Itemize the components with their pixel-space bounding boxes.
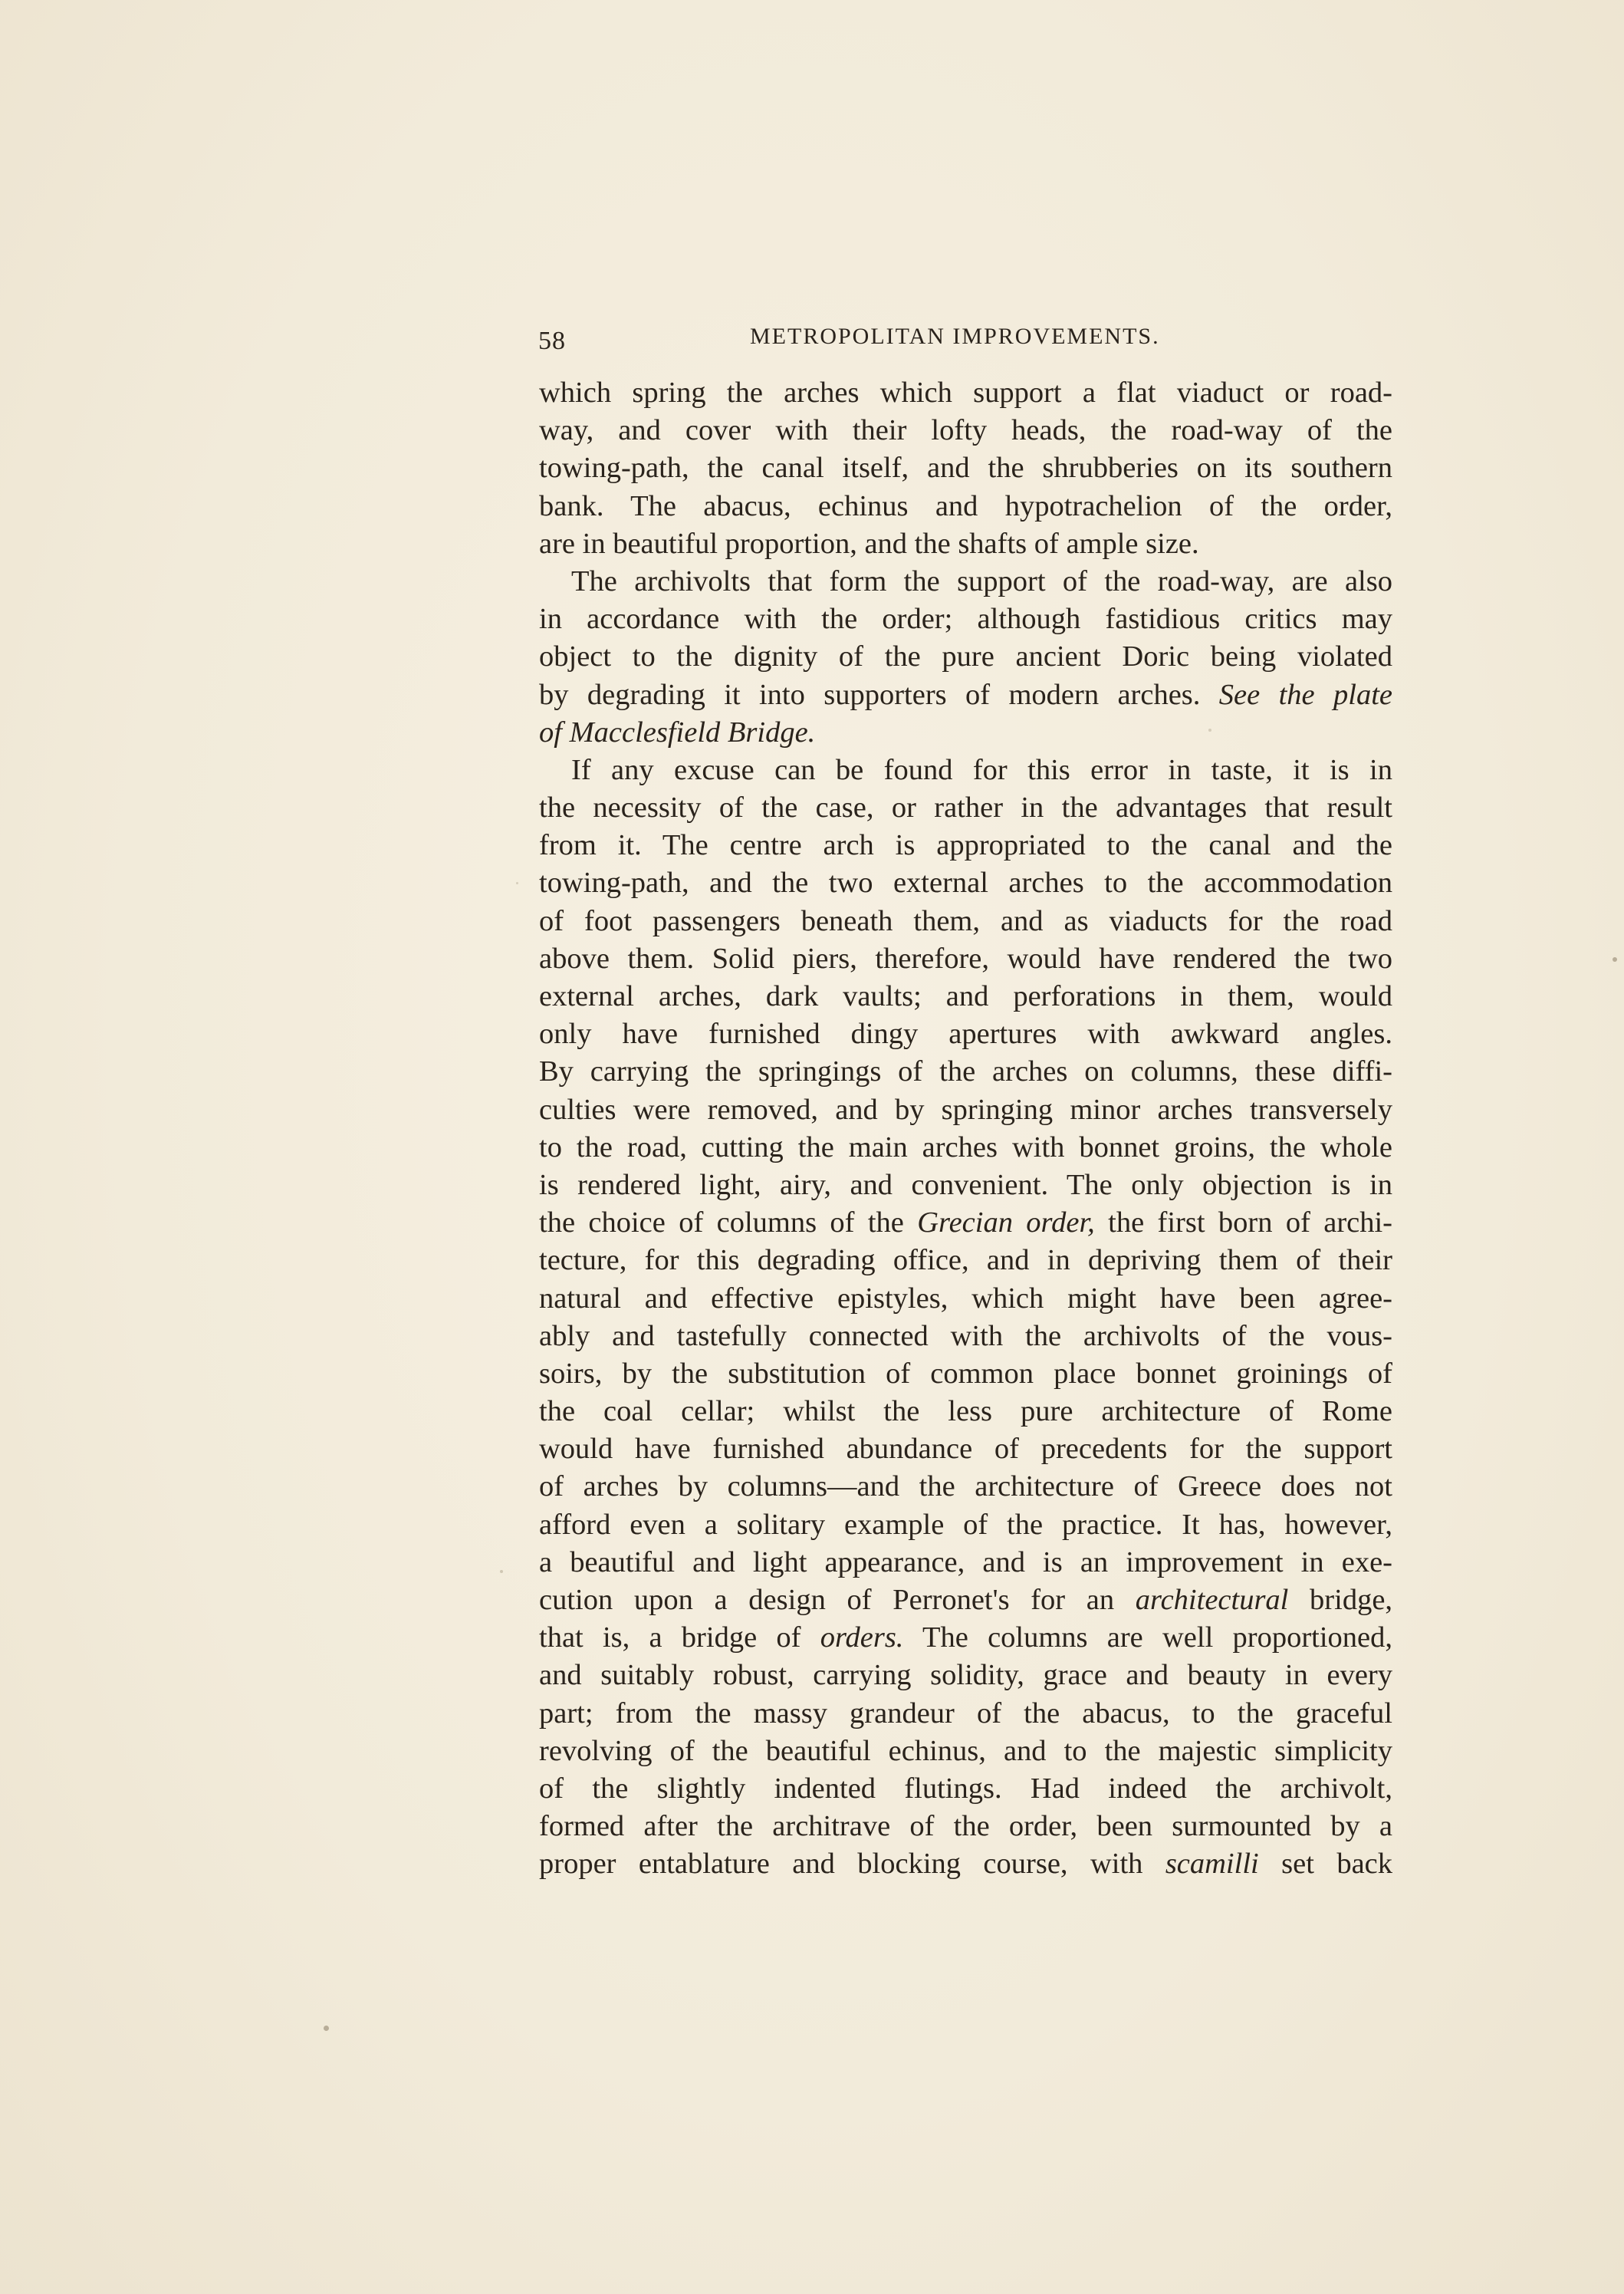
text-line: to the road, cutting the main arches with bonnet groins, the whole <box>539 1131 1392 1163</box>
text-line: object to the dignity of the pure ancient Doric being violated <box>539 640 1392 673</box>
running-title: METROPOLITAN IMPROVEMENTS. <box>750 324 1160 349</box>
emphasis-scamilli: scamilli <box>1165 1848 1259 1881</box>
text-line: If any excuse can be found for this error in taste, it is in <box>571 753 1392 786</box>
text-line: towing-path, the canal itself, and the shrubberies on its southern <box>539 452 1392 485</box>
text-line: above them. Solid piers, therefore, would have rendered the two <box>539 942 1392 975</box>
text-line: of foot passengers beneath them, and as viaducts for the road <box>539 904 1392 937</box>
emphasis-orders: orders. <box>820 1621 904 1654</box>
text-line: revolving of the beautiful echinus, and to the majestic simplicity <box>539 1734 1392 1767</box>
paper-speck <box>1612 957 1617 962</box>
plate-reference: See the plate <box>1218 678 1392 711</box>
text-line: ably and tastefully connected with the archivolts of the vous- <box>539 1319 1392 1352</box>
text-line <box>539 714 1392 752</box>
text-line: tecture, for this degrading office, and in depriving them of their <box>539 1244 1392 1277</box>
paper-speck <box>516 882 518 884</box>
text-line: external arches, dark vaults; and perforations in them, would <box>539 980 1392 1012</box>
text-line: that is, a bridge of orders. The columns are well proportioned, <box>539 1621 1392 1654</box>
body-text <box>539 374 1392 1884</box>
text-line: By carrying the springings of the arches on columns, these diffi- <box>539 1055 1392 1088</box>
text-line: would have furnished abundance of precedents for the support <box>539 1433 1392 1466</box>
text-line: bank. The abacus, echinus and hypotrachelion of the order, <box>539 489 1392 522</box>
text-line: soirs, by the substitution of common place bonnet groinings of <box>539 1357 1392 1390</box>
text-line: are in beautiful proportion, and the shafts of ample size. <box>539 527 1199 560</box>
text-line: part; from the massy grandeur of the abacus, to the graceful <box>539 1697 1392 1730</box>
text-line: the necessity of the case, or rather in the advantages that result <box>539 792 1392 824</box>
text-line: way, and cover with their lofty heads, the road-way of the <box>539 414 1392 447</box>
page-number: 58 <box>538 327 566 355</box>
emphasis-architectural: architectural <box>1135 1584 1289 1616</box>
text-line: from it. The centre arch is appropriated to the canal and the <box>539 829 1392 862</box>
paper-speck <box>324 2026 329 2031</box>
running-head <box>537 321 1396 364</box>
plate-title: of Macclesfield Bridge. <box>539 716 816 749</box>
text-line: and suitably robust, carrying solidity, grace and beauty in every <box>539 1659 1392 1692</box>
paper-speck <box>1208 729 1211 732</box>
text-line: of arches by columns—and the architecture of Greece does not <box>539 1470 1392 1503</box>
text-line: which spring the arches which support a flat viaduct or road- <box>539 377 1392 409</box>
text-line: a beautiful and light appearance, and is an improvement in exe- <box>539 1545 1392 1578</box>
text-line: the coal cellar; whilst the less pure architecture of Rome <box>539 1395 1392 1428</box>
text-line: the choice of columns of the Grecian order, the first born of archi- <box>539 1206 1392 1239</box>
text-line: The archivolts that form the support of the road-way, are also <box>571 564 1392 597</box>
text-line: only have furnished dingy apertures with awkward angles. <box>539 1018 1392 1051</box>
emphasis-grecian-order: Grecian order, <box>917 1206 1095 1239</box>
paper-speck <box>500 1570 503 1573</box>
text-line: by degrading it into supporters of modern arches. See the plate <box>539 678 1392 711</box>
text-line: of the slightly indented flutings. Had indeed the archivolt, <box>539 1772 1392 1805</box>
text-line: natural and effective epistyles, which might have been agree- <box>539 1282 1392 1315</box>
text-line: afford even a solitary example of the practice. It has, however, <box>539 1508 1392 1541</box>
text-line: in accordance with the order; although fastidious critics may <box>539 603 1392 636</box>
text-line: formed after the architrave of the order, been surmounted by a <box>539 1810 1392 1843</box>
text-line: culties were removed, and by springing minor arches transversely <box>539 1093 1392 1126</box>
text-line: cution upon a design of Perronet's for an architectural bridge, <box>539 1584 1392 1616</box>
text-line: proper entablature and blocking course, with scamilli set back <box>539 1848 1392 1881</box>
text-line: is rendered light, airy, and convenient. The only objection is in <box>539 1168 1392 1201</box>
text-line: towing-path, and the two external arches to the accommodation <box>539 867 1392 900</box>
